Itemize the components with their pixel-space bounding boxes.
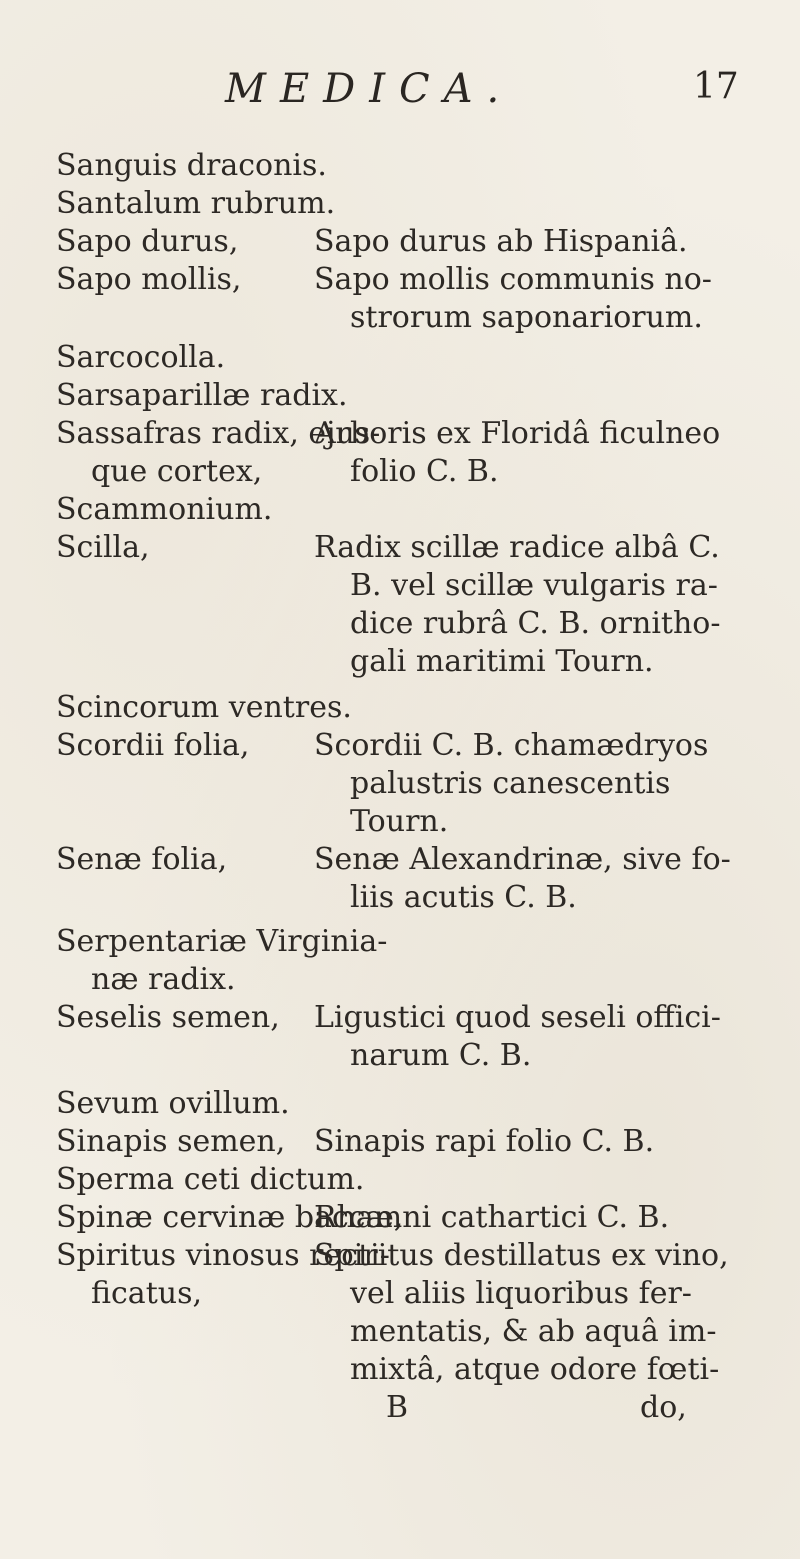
- entry-description: Senæ Alexandrinæ, sive fo-: [314, 842, 731, 877]
- entry-drug-name: Spinæ cervinæ baccæ,: [56, 1200, 404, 1235]
- signature-mark: B: [386, 1390, 409, 1425]
- entry-description-continued: palustris canescentis: [350, 766, 671, 801]
- entry-drug-name: Sassafras radix, ejus-: [56, 416, 381, 451]
- entry-drug-name: Sevum ovillum.: [56, 1086, 290, 1121]
- entry-description: Sapo durus ab Hispaniâ.: [314, 224, 688, 259]
- entry-drug-name: Sapo mollis,: [56, 262, 242, 297]
- entry-drug-name-continued: ficatus,: [91, 1276, 203, 1311]
- entry-drug-name: Serpentariæ Virginia-: [56, 924, 388, 959]
- entry-drug-name: Scordii folia,: [56, 728, 250, 763]
- entry-drug-name: Senæ folia,: [56, 842, 228, 877]
- entry-drug-name-continued: næ radix.: [91, 962, 236, 997]
- entry-description-continued: vel aliis liquoribus fer-: [350, 1276, 692, 1311]
- entry-description: Sapo mollis communis no-: [314, 262, 712, 297]
- entry-description: Radix scillæ radice albâ C.: [314, 530, 720, 565]
- entry-description-continued: mentatis, & ab aquâ im-: [350, 1314, 717, 1349]
- entry-description-continued: dice rubrâ C. B. ornitho-: [350, 606, 721, 641]
- entry-description-continued: gali maritimi Tourn.: [350, 644, 654, 679]
- entry-drug-name: Sarcocolla.: [56, 340, 226, 375]
- entry-description-continued: narum C. B.: [350, 1038, 532, 1073]
- entry-drug-name: Sanguis draconis.: [56, 148, 327, 183]
- entry-drug-name: Spiritus vinosus recti-: [56, 1238, 390, 1273]
- entry-description: Arboris ex Floridâ ficulneo: [314, 416, 721, 451]
- entry-drug-name: Sapo durus,: [56, 224, 239, 259]
- entry-description-continued: liis acutis C. B.: [350, 880, 577, 915]
- entry-drug-name: Sperma ceti dictum.: [56, 1162, 365, 1197]
- entry-description-continued: mixtâ, atque odore fœti-: [350, 1352, 720, 1387]
- running-title: MEDICA.: [225, 66, 514, 112]
- entry-description-continued: strorum saponariorum.: [350, 300, 703, 335]
- entry-description-continued: Tourn.: [350, 804, 449, 839]
- entry-drug-name: Santalum rubrum.: [56, 186, 336, 221]
- catchword: do,: [640, 1390, 687, 1425]
- entry-description: Spiritus destillatus ex vino,: [314, 1238, 729, 1273]
- entry-description: Rhamni cathartici C. B.: [314, 1200, 670, 1235]
- entry-description: Ligustici quod seseli offici-: [314, 1000, 721, 1035]
- page-header: [0, 66, 800, 116]
- page-number: 17: [693, 66, 739, 107]
- entry-drug-name: Sarsaparillæ radix.: [56, 378, 348, 413]
- entry-drug-name-continued: que cortex,: [91, 454, 263, 489]
- entry-drug-name: Sinapis semen,: [56, 1124, 286, 1159]
- entry-description-continued: B. vel scillæ vulgaris ra-: [350, 568, 718, 603]
- entry-description-continued: folio C. B.: [350, 454, 499, 489]
- entry-description: Sinapis rapi folio C. B.: [314, 1124, 655, 1159]
- entry-drug-name: Scilla,: [56, 530, 150, 565]
- entry-drug-name: Scincorum ventres.: [56, 690, 352, 725]
- entry-drug-name: Scammonium.: [56, 492, 273, 527]
- entry-drug-name: Seselis semen,: [56, 1000, 280, 1035]
- entry-description: Scordii C. B. chamædryos: [314, 728, 709, 763]
